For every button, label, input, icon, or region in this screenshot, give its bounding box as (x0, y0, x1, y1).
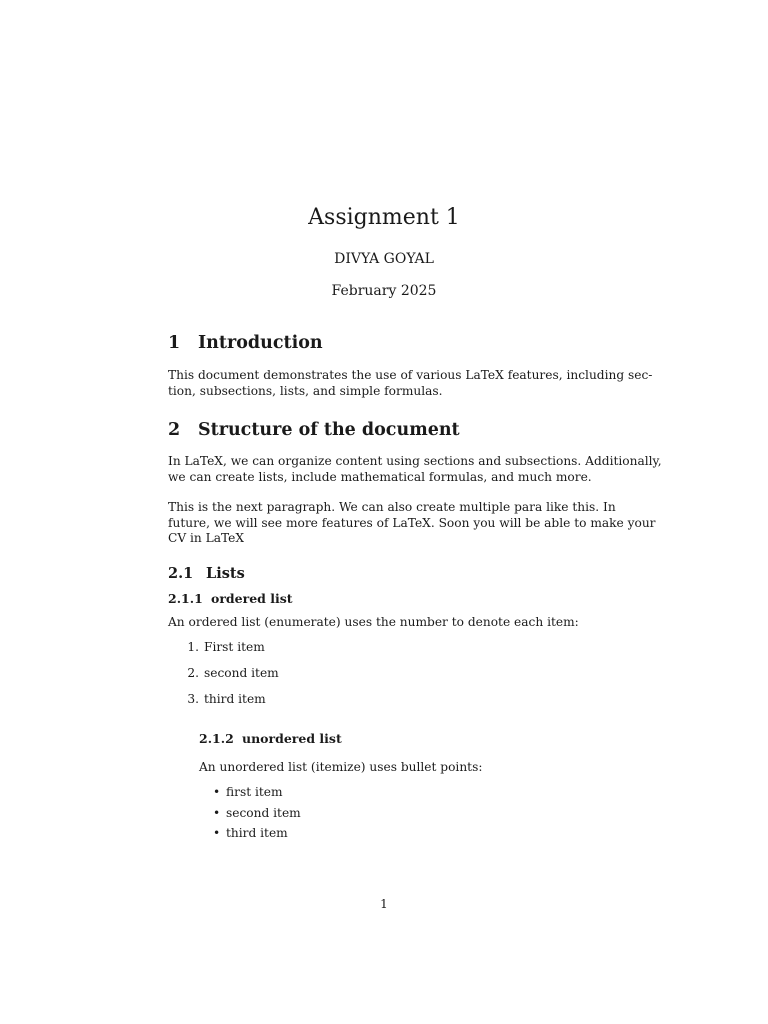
subsubsection-heading-unordered (199, 731, 342, 746)
paragraph-line: future, we will see more features of LaTeX. Soon you will be able to make your (168, 516, 656, 530)
subsection-heading-lists (168, 565, 245, 582)
list-item (213, 785, 283, 799)
list-item (213, 806, 301, 820)
list-number: 2. (187, 666, 199, 680)
paragraph-line: CV in LaTeX (168, 531, 245, 545)
subsubsection-heading-ordered (168, 591, 293, 606)
subsection-title: Lists (206, 565, 245, 582)
section-title: Introduction (198, 333, 323, 353)
list-item-text: second item (204, 666, 279, 680)
section-number: 2 (168, 420, 181, 440)
list-item-text: First item (204, 640, 265, 654)
paragraph-line: tion, subsections, lists, and simple formulas. (168, 384, 443, 398)
subsection-number: 2.1 (168, 565, 194, 582)
subsubsection-title: ordered list (211, 591, 293, 606)
paragraph-line: This document demonstrates the use of various LaTeX features, including sec- (168, 368, 653, 382)
section-title: Structure of the document (198, 420, 460, 440)
list-item-text: second item (226, 806, 301, 820)
bullet-icon: • (213, 826, 221, 840)
bullet-icon: • (213, 785, 221, 799)
list-number: 3. (187, 692, 199, 706)
subsubsection-title: unordered list (242, 731, 342, 746)
list-number: 1. (187, 640, 199, 654)
section-number: 1 (168, 333, 181, 353)
paragraph-line: This is the next paragraph. We can also create multiple para like this. In (168, 500, 616, 514)
subsubsection-number: 2.1.2 (199, 731, 234, 746)
paragraph-line: In LaTeX, we can organize content using sections and subsections. Additionally, (168, 454, 662, 468)
list-item (182, 666, 279, 680)
document-date: February 2025 (331, 283, 437, 299)
section-heading-structure (168, 420, 460, 440)
list-item-text: first item (226, 785, 283, 799)
subsubsection-number: 2.1.1 (168, 591, 203, 606)
ordered-list-intro: An ordered list (enumerate) uses the number to denote each item: (168, 615, 579, 629)
page-number: 1 (380, 897, 388, 911)
list-item (182, 692, 266, 706)
list-item-text: third item (204, 692, 266, 706)
document-author: DIVYA GOYAL (334, 251, 434, 267)
list-item (213, 826, 288, 840)
bullet-icon: • (213, 806, 221, 820)
section-heading-introduction (168, 333, 323, 353)
paragraph-line: we can create lists, include mathematical formulas, and much more. (168, 470, 592, 484)
list-item (182, 640, 265, 654)
unordered-list-intro: An unordered list (itemize) uses bullet points: (199, 760, 483, 774)
document-title: Assignment 1 (308, 205, 460, 230)
list-item-text: third item (226, 826, 288, 840)
